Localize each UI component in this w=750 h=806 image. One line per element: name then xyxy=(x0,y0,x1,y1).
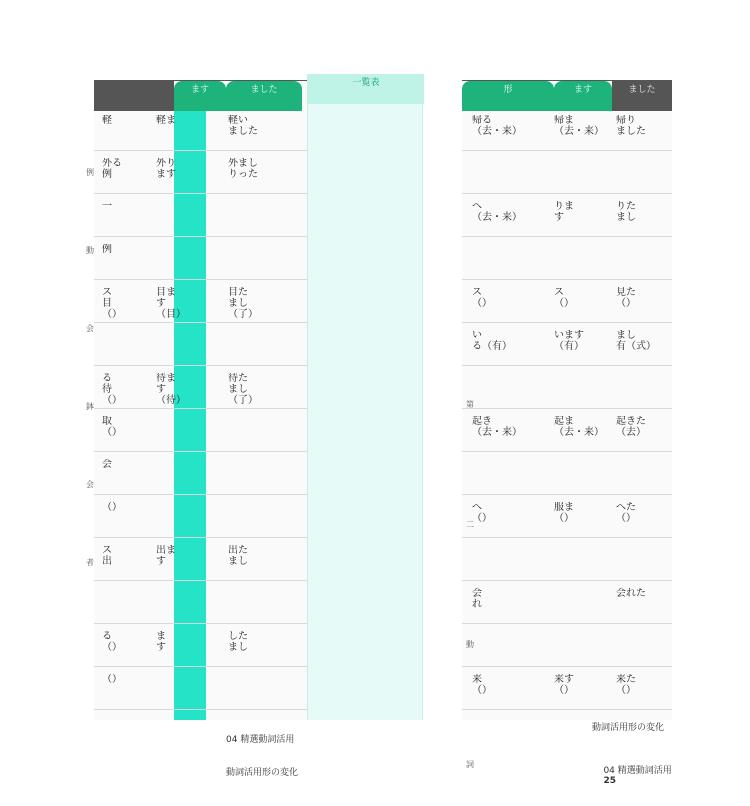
right-header-col3: ました xyxy=(612,81,672,111)
right-table-row xyxy=(462,541,672,581)
right-cell-c: 起きた （去） xyxy=(616,416,646,438)
left-footer-title: 04 精選動詞活用 xyxy=(226,735,295,745)
right-table-row xyxy=(462,498,672,538)
left-cell-a: ス 目 （） xyxy=(102,287,122,320)
right-table-row xyxy=(462,369,672,409)
side-label: 詞 xyxy=(466,760,474,769)
side-label: 鉢 xyxy=(86,402,94,411)
left-cell-c: 目た まし （了） xyxy=(228,287,258,320)
right-table-row xyxy=(462,627,672,667)
left-cell-c: 待た まし （了） xyxy=(228,373,258,406)
side-label: 者 xyxy=(86,558,94,567)
side-label: 第 xyxy=(466,400,474,409)
left-cell-b: 目ま す （目） xyxy=(156,287,186,320)
right-cell-c: りた まし xyxy=(616,201,636,223)
right-cell-a: 帰る （去・来） xyxy=(472,115,522,137)
left-cell-a: （） xyxy=(102,502,122,513)
page-number: 25 xyxy=(603,776,616,786)
right-cell-c: へた （） xyxy=(616,502,636,524)
right-cell-c: 会れた xyxy=(616,588,646,599)
right-table-row xyxy=(462,455,672,495)
right-cell-b: 帰ま （去・来） xyxy=(554,115,604,137)
right-page xyxy=(462,80,672,720)
right-table-row xyxy=(462,154,672,194)
right-cell-a: へ （） xyxy=(472,502,492,524)
left-cell-c: した まし xyxy=(228,631,248,653)
right-table-row xyxy=(462,283,672,323)
side-label: 例 xyxy=(86,168,94,177)
left-cell-b: 軽ま xyxy=(156,115,176,126)
left-header-col3: ました xyxy=(226,81,302,111)
right-cell-b: います （有） xyxy=(554,330,584,352)
left-cell-b: 出ま す xyxy=(156,545,176,567)
right-cell-a: 来 （） xyxy=(472,674,492,696)
center-panel-header: 一覧表 xyxy=(308,74,424,104)
right-footer xyxy=(592,700,672,806)
right-header-col1: 形 xyxy=(462,81,554,111)
left-footer-sub: 動詞活用形の変化 xyxy=(226,768,299,778)
right-cell-c: まし 有（式） xyxy=(616,330,656,352)
left-cell-c: 外まし りった xyxy=(228,158,258,180)
left-cell-a: 会 xyxy=(102,459,112,470)
left-cell-a: る （） xyxy=(102,631,122,653)
right-cell-b: りま す xyxy=(554,201,574,223)
right-table-row xyxy=(462,111,672,151)
side-label: 会 xyxy=(86,480,94,489)
right-cell-b: ス （） xyxy=(554,287,574,309)
right-cell-c: 見た （） xyxy=(616,287,636,309)
left-cell-a: （） xyxy=(102,674,122,685)
right-table-row xyxy=(462,197,672,237)
side-label: 会 xyxy=(86,324,94,333)
left-cell-a: 例 xyxy=(102,244,112,255)
left-cell-a: る 待 （） xyxy=(102,373,122,406)
right-table-row xyxy=(462,412,672,452)
right-cell-b: 服ま （） xyxy=(554,502,574,524)
left-cell-b: ま す xyxy=(156,631,166,653)
right-cell-a: へ （去・来） xyxy=(472,201,522,223)
left-cell-a: 外る 例 xyxy=(102,158,122,180)
center-mint-panel xyxy=(307,74,423,720)
left-cell-a: 取 （） xyxy=(102,416,122,438)
right-cell-b: 起ま （去・来） xyxy=(554,416,604,438)
left-cell-b: 外り ます xyxy=(156,158,176,180)
right-table-row xyxy=(462,240,672,280)
right-cell-a: い る（有） xyxy=(472,330,512,352)
left-cell-c: 軽い ました xyxy=(228,115,258,137)
right-cell-a: 会 れ xyxy=(472,588,482,610)
left-cell-c: 出た まし xyxy=(228,545,248,567)
left-cell-a: ス 出 xyxy=(102,545,112,567)
side-label: 二 xyxy=(466,520,474,529)
left-cell-b: 待ま す （待） xyxy=(156,373,186,406)
left-header-col1 xyxy=(94,81,174,111)
right-cell-c: 帰り ました xyxy=(616,115,646,137)
right-table-row xyxy=(462,584,672,624)
left-cell-a: 一 xyxy=(102,201,112,212)
right-header-col2: ます xyxy=(554,81,612,111)
left-header-col2: ます xyxy=(174,81,226,111)
right-cell-b: 来す （） xyxy=(554,674,574,696)
left-footer xyxy=(226,712,298,788)
right-cell-a: ス （） xyxy=(472,287,492,309)
side-label: 動 xyxy=(86,246,94,255)
right-cell-c: 来た （） xyxy=(616,674,636,696)
right-table-row xyxy=(462,326,672,366)
right-cell-a: 起き （去・来） xyxy=(472,416,522,438)
right-footer-sub: 動詞活用形の変化 xyxy=(592,723,665,733)
side-label: 動 xyxy=(466,640,474,649)
left-cell-a: 軽 xyxy=(102,115,112,126)
right-footer-title: 04 精選動詞活用 xyxy=(603,766,672,776)
